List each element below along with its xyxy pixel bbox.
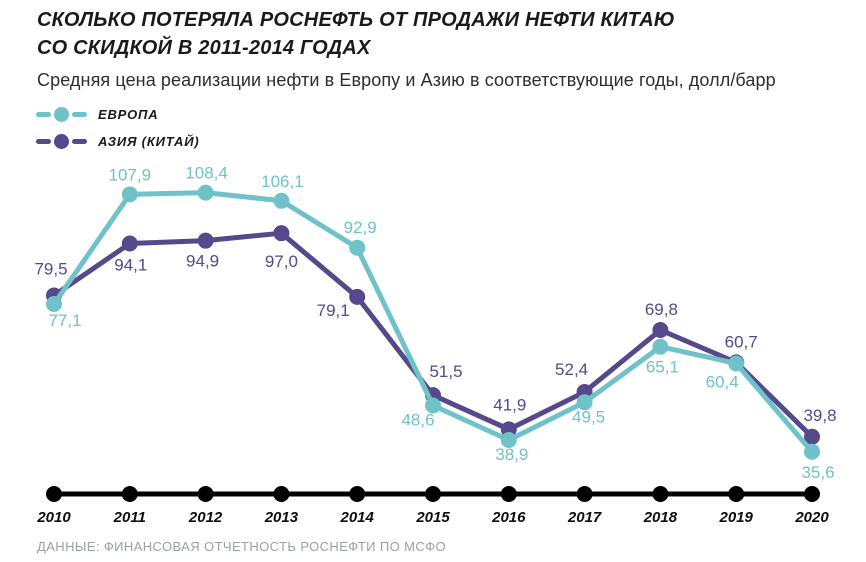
year-label: 2020 (795, 509, 829, 526)
x-axis-tick-dot (728, 486, 744, 502)
legend-label-asia: АЗИЯ (КИТАЙ) (98, 134, 200, 149)
x-axis-tick-dot (501, 486, 517, 502)
value-label-asia: 51,5 (429, 362, 463, 382)
value-label-asia: 60,7 (724, 332, 758, 352)
year-label: 2010 (37, 509, 71, 526)
value-label-asia: 79,5 (34, 259, 68, 279)
data-source-note: ДАННЫЕ: ФИНАНСОВАЯ ОТЧЕТНОСТЬ РОСНЕФТИ ПО МСФО (37, 539, 446, 554)
title-line-2: СО СКИДКОЙ В 2011-2014 ГОДАХ (37, 37, 371, 59)
value-label-asia: 97,0 (264, 252, 298, 272)
value-label-europe: 48,6 (401, 410, 435, 430)
data-point-asia (122, 236, 138, 252)
x-axis-tick-dot (425, 486, 441, 502)
x-axis-tick-dot (577, 486, 593, 502)
value-label-europe: 38,9 (495, 445, 529, 465)
data-point-europe (728, 355, 744, 371)
data-point-asia (652, 322, 668, 338)
data-point-asia (198, 233, 214, 249)
title-line-1: СКОЛЬКО ПОТЕРЯЛА РОСНЕФТЬ ОТ ПРОДАЖИ НЕФТИ КИТАЮ (37, 9, 675, 31)
value-label-europe: 60,4 (705, 372, 739, 392)
year-label: 2019 (719, 509, 753, 526)
data-point-europe (349, 240, 365, 256)
value-label-europe: 49,5 (572, 407, 606, 427)
value-label-europe: 108,4 (185, 163, 228, 183)
value-label-europe: 35,6 (801, 462, 835, 482)
chart-subtitle: Средняя цена реализации нефти в Европу и Азию в соответствующие годы, долл/барр (37, 70, 776, 90)
year-label: 2014 (340, 509, 374, 526)
data-point-europe (122, 186, 138, 202)
year-label: 2018 (643, 509, 678, 526)
value-label-europe: 92,9 (343, 217, 377, 237)
value-label-asia: 41,9 (493, 395, 527, 415)
legend-label-europe: ЕВРОПА (98, 107, 159, 122)
value-label-asia: 79,1 (316, 300, 350, 320)
data-point-europe (273, 193, 289, 209)
x-axis-tick-dot (804, 486, 820, 502)
x-axis-tick-dot (273, 486, 289, 502)
data-point-europe (652, 339, 668, 355)
year-label: 2017 (567, 509, 602, 526)
year-label: 2013 (264, 509, 299, 526)
value-label-europe: 106,1 (261, 171, 304, 191)
year-label: 2015 (416, 509, 450, 526)
year-label: 2011 (113, 509, 146, 526)
value-label-europe: 65,1 (645, 357, 679, 377)
data-point-europe (46, 296, 62, 312)
data-point-europe (804, 444, 820, 460)
value-label-asia: 69,8 (644, 300, 678, 320)
x-axis-tick-dot (198, 486, 214, 502)
x-axis-tick-dot (349, 486, 365, 502)
year-label: 2016 (492, 509, 526, 526)
value-label-europe: 107,9 (108, 165, 152, 185)
value-label-asia: 94,1 (114, 255, 148, 275)
value-label-europe: 77,1 (48, 311, 82, 331)
x-axis-tick-dot (46, 486, 62, 502)
data-point-asia (349, 289, 365, 305)
data-point-asia (273, 225, 289, 241)
value-label-asia: 39,8 (803, 405, 837, 425)
x-axis-tick-dot (652, 486, 668, 502)
x-axis-tick-dot (122, 486, 138, 502)
value-label-asia: 52,4 (555, 359, 589, 379)
data-point-europe (198, 185, 214, 201)
year-label: 2012 (188, 509, 223, 526)
value-label-asia: 94,9 (186, 251, 220, 271)
